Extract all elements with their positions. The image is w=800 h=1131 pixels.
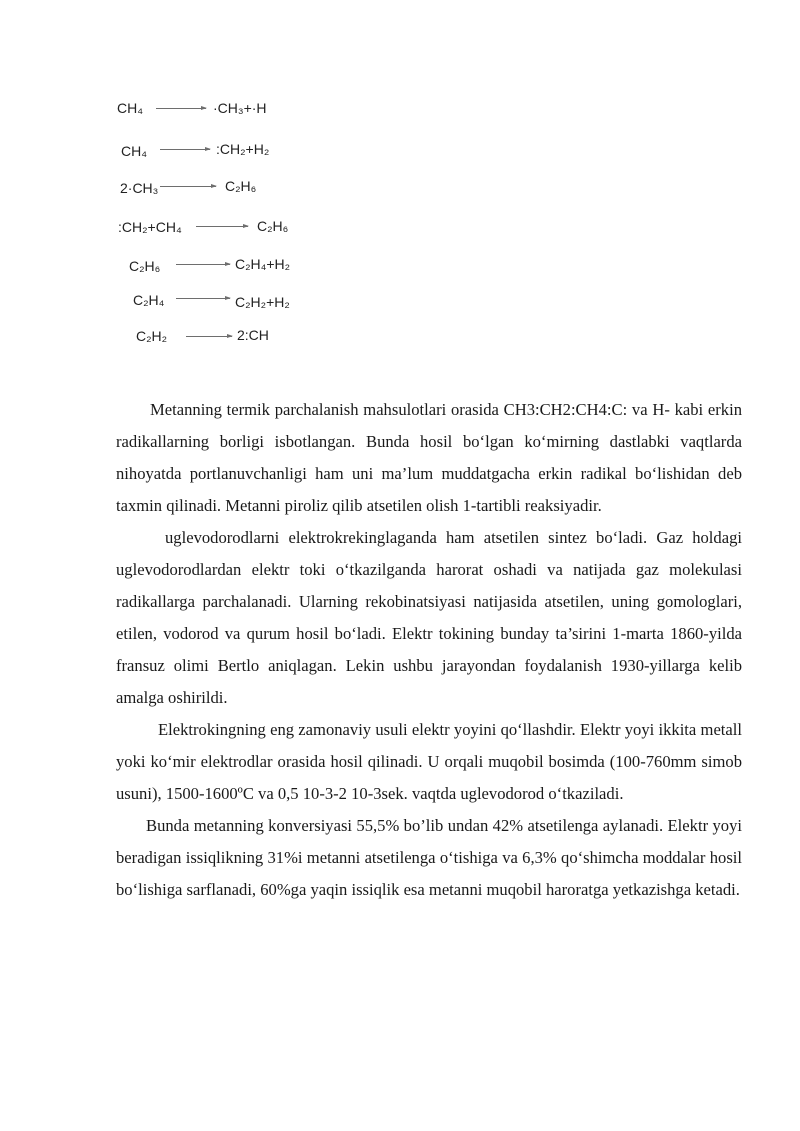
reaction-4-reactant: :CH₂+CH₄ — [118, 219, 182, 235]
paragraph-3: Elektrokingning eng zamonaviy usuli elektr yoyini qo‘llashdir. Elektr yoyi ikkita metall yoki ko‘mir elektrodlar orasida hosil qilinadi. U orqali muqobil bosimda (100-760mm simob usuni), 1500-1600ºC va 0,5 10-3-2 10-3sek. vaqtda uglevodorod o‘tkaziladi. — [116, 720, 742, 803]
reaction-4-product: C₂H₆ — [257, 218, 289, 234]
paragraph-1: Metanning termik parchalanish mahsulotlari orasida CH3:CH2:CH4:C: va H- kabi erkin radikallarning borligi isbotlangan. Bunda hosil bo‘lgan ko‘mirning dastlabki vaqtlarda nihoyatda portlanuvchanligi ham uni ma’lum muddatgacha erkin radikal bo‘lishidan deb taxmin qilinadi. Metanni piroliz qilib atsetilen olish 1-tartibli reaksiyadir. — [116, 400, 742, 515]
reaction-6-reactant: C₂H₄ — [133, 292, 165, 308]
reaction-3-arrow — [160, 186, 216, 187]
reaction-1-arrow — [156, 108, 206, 109]
reaction-5-reactant: C₂H₆ — [129, 258, 161, 274]
reaction-1-reactant: CH₄ — [117, 100, 143, 116]
paragraph-2: uglevodorodlarni elektrokrekinglaganda ham atsetilen sintez bo‘ladi. Gaz holdagi uglevodorodlardan elektr toki o‘tkazilganda harorat oshadi va natijada gaz molekulasi radikallarga parchalanadi. Ularning rekobinatsiyasi natijasida atsetilen, uning gomologlari, etilen, vodorod va qurum hosil bo‘ladi. Elektr tokining bunday ta’sirini 1-marta 1860-yilda fransuz olimi Bertlo aniqlagan. Lekin ushbu jarayondan foydalanish 1930-yillarga kelib amalga oshirildi. — [116, 528, 742, 707]
paragraph-4: Bunda metanning konversiyasi 55,5% bo’lib undan 42% atsetilenga aylanadi. Elektr yoyi beradigan issiqlikning 31%i metanni atsetilenga o‘tishiga va 6,3% qo‘shimcha moddalar hosil bo‘lishiga sarflanadi, 60%ga yaqin issiqlik esa metanni muqobil haroratga yetkazishga ketadi. — [116, 816, 742, 899]
body-text — [116, 394, 742, 906]
reaction-2-reactant: CH₄ — [121, 143, 147, 159]
reaction-7-reactant: C₂H₂ — [136, 328, 168, 344]
reaction-5-product: C₂H₄+H₂ — [235, 256, 291, 272]
reaction-5-arrow — [176, 264, 230, 265]
reaction-7-product: 2:CH — [237, 327, 269, 343]
reaction-4-arrow — [196, 226, 248, 227]
reaction-6-arrow — [176, 298, 230, 299]
reaction-2-arrow — [160, 149, 210, 150]
reaction-7-arrow — [186, 336, 232, 337]
reaction-3-product: C₂H₆ — [225, 178, 257, 194]
reaction-3-reactant: 2·CH₃ — [120, 180, 159, 196]
reaction-1-product: ·CH₃+·H — [213, 100, 267, 116]
reaction-2-product: :CH₂+H₂ — [216, 141, 270, 157]
reaction-6-product: C₂H₂+H₂ — [235, 294, 290, 310]
